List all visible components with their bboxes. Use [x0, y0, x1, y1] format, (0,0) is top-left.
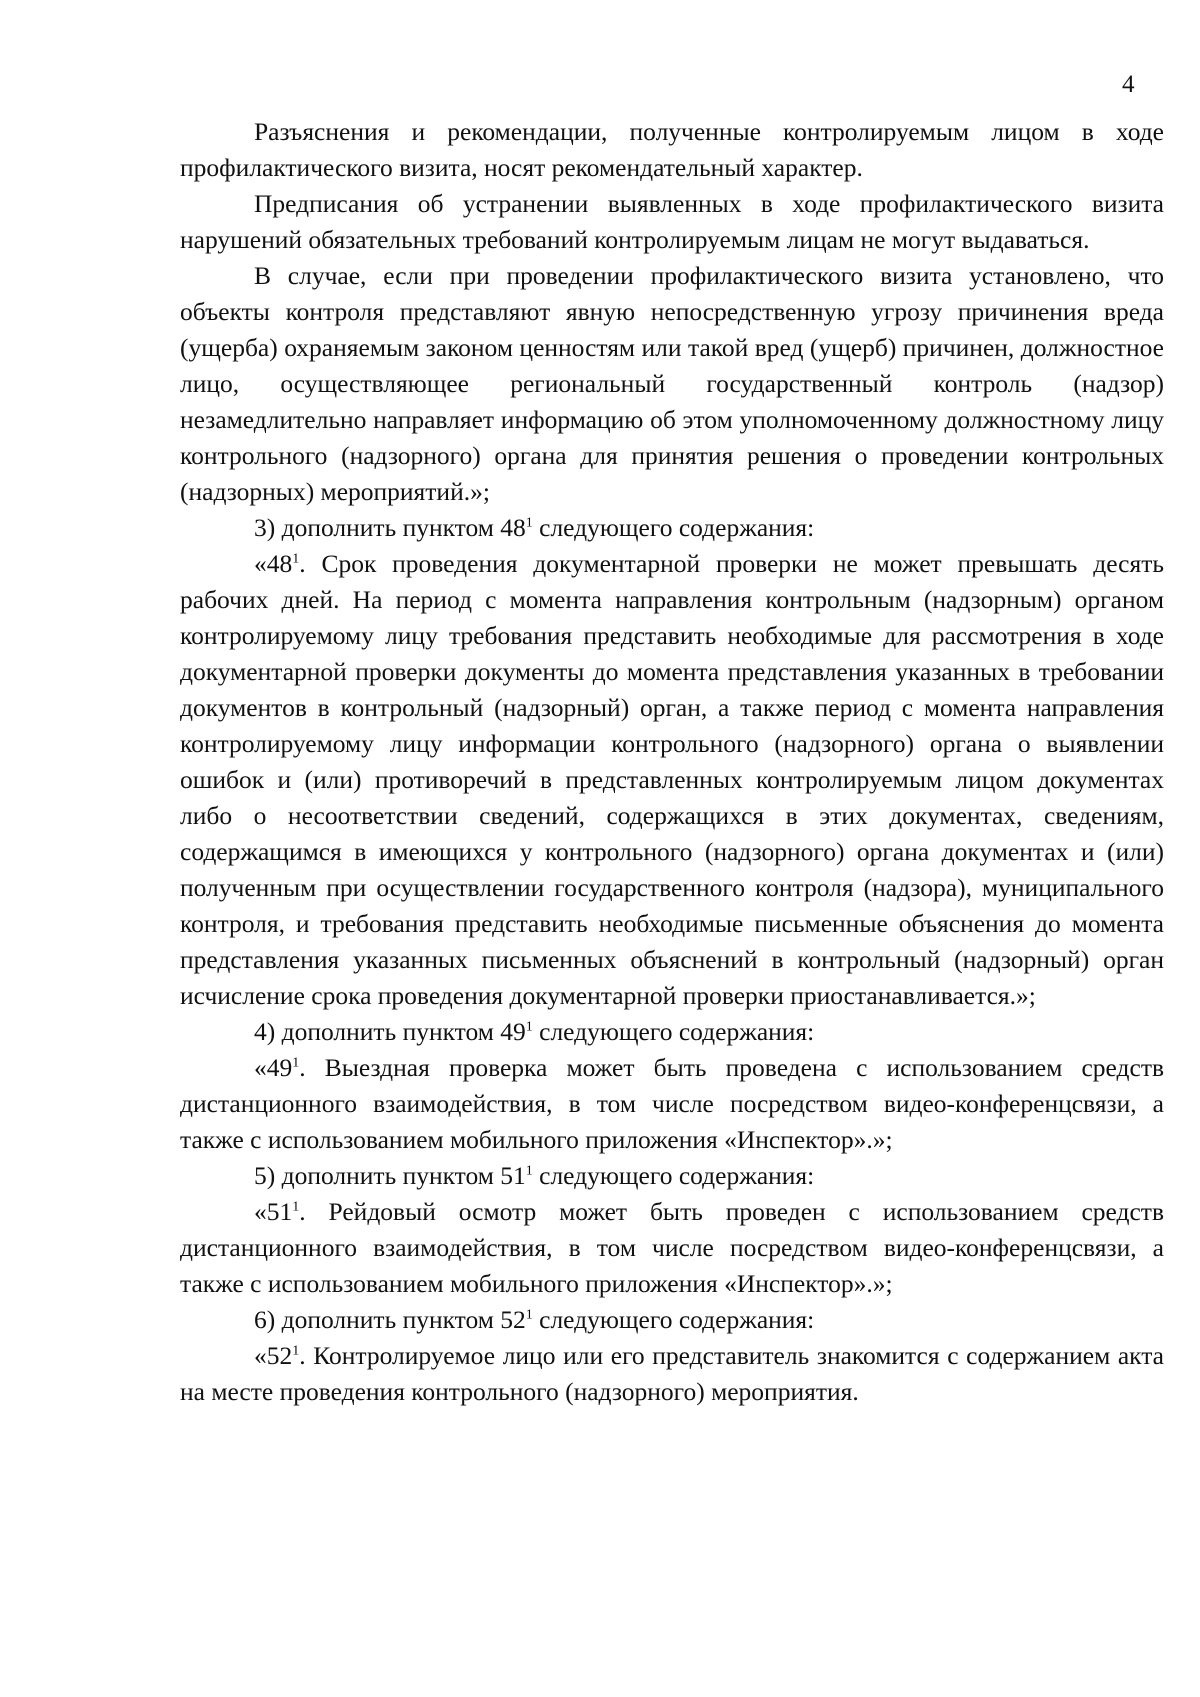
paragraph-text: . Контролируемое лицо или его представитель знакомится с содержанием акта на месте проведения контрольного (надзорного) мероприятия. — [180, 1341, 1164, 1406]
paragraph-clause-51-1 — [180, 1194, 1164, 1302]
paragraph-text: Разъяснения и рекомендации, полученные контролируемым лицом в ходе профилактического визита, носят рекомендательный характер. — [180, 117, 1164, 182]
page-number: 4 — [1122, 71, 1135, 98]
paragraph-text: следующего содержания: — [532, 513, 815, 542]
superscript: 1 — [525, 1163, 533, 1179]
paragraph-prescriptions — [180, 186, 1164, 258]
paragraph-clause-48-1 — [180, 546, 1164, 1014]
paragraph-text: следующего содержания: — [532, 1161, 815, 1190]
paragraph-text: . Выездная проверка может быть проведена с использованием средств дистанционного взаимодействия, в том числе посредством видео-конференцсвязи, а также с использованием мобильного приложения «Инспектор».»; — [180, 1053, 1164, 1154]
paragraph-clarifications — [180, 114, 1164, 186]
paragraph-text: «49 — [254, 1053, 293, 1082]
paragraph-text: . Срок проведения документарной проверки не может превышать десять рабочих дней. На период с момента направления контрольным (надзорным) органом контролируемому лицу требования представить необходимые для рассмотрения в ходе документарной проверки документы до момента представления указанных в требовании документов в контрольный (надзорный) орган, а также период с момента направления контролируемому лицу информации контрольного (надзорного) органа о выявлении ошибок и (или) противоречий в представленных контролируемым лицом документах либо о несоответствии сведений, содержащихся в этих документах, сведениям, содержащимся в имеющихся у контрольного (надзорного) органа документах и (или) полученным при осуществлении государственного контроля (надзора), муниципального контроля, и требования представить необходимые письменные объяснения до момента представления указанных письменных объяснений в контрольный (надзорный) орган исчисление срока проведения документарной проверки приостанавливается.»; — [180, 549, 1164, 1010]
superscript: 1 — [292, 551, 300, 567]
paragraph-amendment-49 — [180, 1014, 1164, 1050]
superscript: 1 — [525, 1307, 533, 1323]
paragraph-clause-52-1 — [180, 1338, 1164, 1410]
paragraph-text: 6) дополнить пунктом 52 — [254, 1305, 526, 1334]
paragraph-amendment-52 — [180, 1302, 1164, 1338]
paragraph-threat-case — [180, 258, 1164, 510]
paragraph-clause-49-1 — [180, 1050, 1164, 1158]
paragraph-text: В случае, если при проведении профилактического визита установлено, что объекты контроля представляют явную непосредственную угрозу причинения вреда (ущерба) охраняемым законом ценностям или такой вред (ущерб) причинен, должностное лицо, осуществляющее региональный государственный контроль (надзор) незамедлительно направляет информацию об этом уполномоченному должностному лицу контрольного (надзорного) органа для принятия решения о проведении контрольных (надзорных) мероприятий.»; — [180, 261, 1164, 506]
paragraph-amendment-48 — [180, 510, 1164, 546]
paragraph-text: 4) дополнить пунктом 49 — [254, 1017, 526, 1046]
paragraph-text: . Рейдовый осмотр может быть проведен с использованием средств дистанционного взаимодействия, в том числе посредством видео-конференцсвязи, а также с использованием мобильного приложения «Инспектор».»; — [180, 1197, 1164, 1298]
paragraph-text: следующего содержания: — [532, 1305, 815, 1334]
document-body — [180, 114, 1164, 1410]
superscript: 1 — [292, 1199, 300, 1215]
paragraph-text: 5) дополнить пунктом 51 — [254, 1161, 526, 1190]
paragraph-text: 3) дополнить пунктом 48 — [254, 513, 526, 542]
superscript: 1 — [292, 1343, 300, 1359]
paragraph-text: Предписания об устранении выявленных в ходе профилактического визита нарушений обязательных требований контролируемым лицам не могут выдаваться. — [180, 189, 1164, 254]
paragraph-text: следующего содержания: — [532, 1017, 815, 1046]
paragraph-amendment-51 — [180, 1158, 1164, 1194]
paragraph-text: «51 — [254, 1197, 293, 1226]
paragraph-text: «48 — [254, 549, 293, 578]
superscript: 1 — [292, 1055, 300, 1071]
paragraph-text: «52 — [254, 1341, 293, 1370]
superscript: 1 — [525, 1019, 533, 1035]
superscript: 1 — [525, 515, 533, 531]
